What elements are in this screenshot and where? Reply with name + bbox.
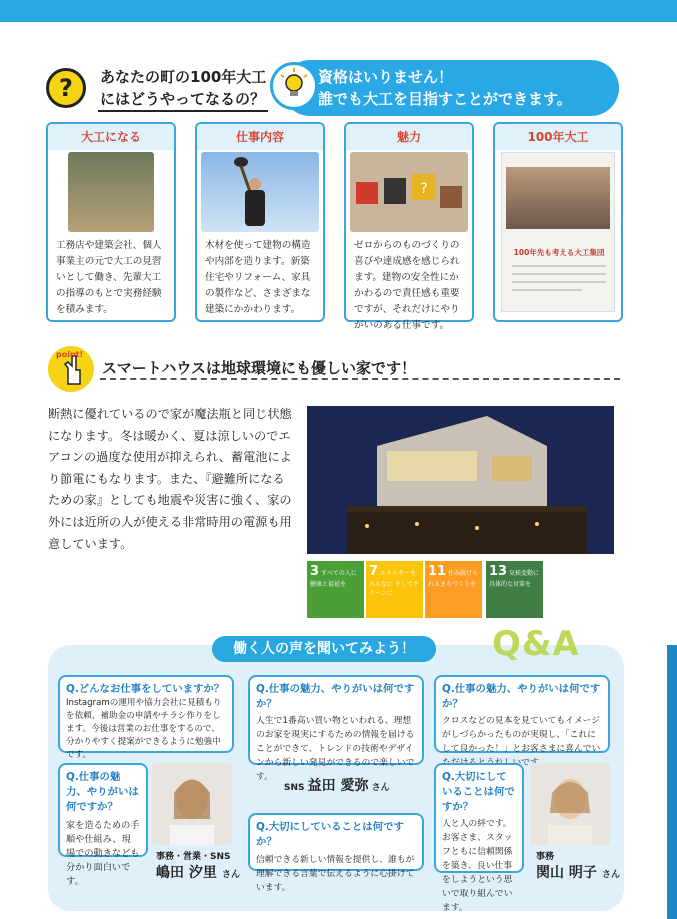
sdg-number: 11 xyxy=(428,564,447,579)
answer-text xyxy=(318,66,572,110)
card-100-year-carpenter xyxy=(493,122,623,322)
person1-question2-box xyxy=(58,763,148,887)
brochure-photo xyxy=(506,167,610,229)
brochure-line xyxy=(512,265,606,267)
brochure-title: 100年先も考える大工集団 xyxy=(513,248,605,257)
person3-answer1: クロスなどの見本を見ていてもイメージがしづらかったものが実現し、「これにして良かった！」とお客さまに喜んでい しいです。 xyxy=(442,716,601,768)
smart-house-description: 断熱に優れているので家が魔法瓶と同じ状態になります。冬は暖かく、夏は涼しいのでエアコンの過度な使用が抑えられ、蓄電池により節電にもなります。また、『避難所になるための家』としても地震や災害に強く、家の外には近所の人が使える非常時用の電源も用意しています。 xyxy=(48,407,292,551)
person1-photo xyxy=(152,763,232,845)
side-color-bar xyxy=(667,645,677,919)
point-title: スマートハウスは地球環境にも優しい家です！ xyxy=(102,359,416,377)
person2-question2: Q.大切にしていることは何ですか？ xyxy=(256,821,404,848)
person2-role: SNS xyxy=(284,783,305,793)
card-text: 工務店や建築会社、個人事業主の元で大工の見習いとして働き、先輩大工の指導のもとで実務経験を積みます。 xyxy=(56,240,162,315)
top-color-bar xyxy=(0,0,677,22)
person2-question1-box xyxy=(248,675,424,782)
sdg-13-icon xyxy=(486,561,543,618)
smart-house-photo xyxy=(307,406,614,554)
person3-question1: Q.仕事の魅力、やりがいは何ですか？ xyxy=(442,683,601,710)
card-become-carpenter xyxy=(46,122,176,322)
card-title: 魅力 xyxy=(346,124,472,150)
person2-question2-box xyxy=(248,813,424,893)
person2-name-block xyxy=(284,775,390,795)
svg-text:?: ? xyxy=(420,181,428,197)
person1-question1-box xyxy=(58,675,234,760)
person1-answer1: Instagramの運用や協力会社に見積もりを依頼、補助金の申請やチラシ作りをします。今後は営業のお仕事をするので、分かりやすく提案ができるように勉強中です。 xyxy=(66,698,222,760)
sdg-number: 7 xyxy=(369,564,379,579)
person1-name-block xyxy=(156,862,240,882)
person3-name: 関山 明子 xyxy=(536,865,597,881)
sdg-number: 13 xyxy=(489,564,508,579)
sdg-number: 3 xyxy=(310,564,320,579)
person3-question2: Q.大切にしていることは何ですか？ xyxy=(442,771,515,813)
person3-role: 事務 xyxy=(536,852,555,862)
card-appeal xyxy=(344,122,474,331)
brochure-line xyxy=(512,273,606,275)
carpenter-photo xyxy=(68,152,154,232)
card-title: 仕事内容 xyxy=(197,124,323,150)
person2-answer1: 人生で1番高い買い物といわれる、理想のお家を現実にするための情報を届けることができて、トレンドの技術やデザインから新しい発見ができるので楽しいです。 xyxy=(256,716,415,782)
person3-name-block xyxy=(536,862,620,882)
person3-suffix: さん xyxy=(601,870,620,880)
question-underline xyxy=(98,110,268,112)
question-line1: あなたの町の100年大工 xyxy=(100,68,267,86)
person2-question1: Q.仕事の魅力、やりがいは何ですか？ xyxy=(256,683,415,710)
person3-question1-box xyxy=(434,675,610,768)
page-question xyxy=(100,66,266,110)
sdg-label: 気候変動に具体的な対策を xyxy=(489,570,540,588)
person3-answer2: 人と人の絆です。お客さま、スタッフともに信頼関係を築き、良い仕事をしようという思いで取り組んでいます。 xyxy=(442,819,513,913)
brochure-line xyxy=(512,281,606,283)
person3-question2-box xyxy=(434,763,524,913)
sdg-3-icon xyxy=(307,561,364,618)
card-text: ゼロからのものづくりの喜びや達成感を感じられます。建物の安全性にかかわるので責任感も重要ですが、それだけにやりがいのある仕事です。 xyxy=(354,240,460,331)
person1-name: 嶋田 汐里 xyxy=(156,865,217,881)
sdg-label: すべての人に健康と福祉を xyxy=(310,570,357,588)
point-badge: point! xyxy=(56,350,84,359)
person1-suffix: さん xyxy=(221,870,240,880)
qa-logo: Q&A xyxy=(492,624,580,664)
sdg-11-icon xyxy=(425,561,482,618)
point-underline xyxy=(100,378,620,380)
sdg-label: エネルギーをみんなに そしてクリーンに xyxy=(369,570,419,597)
card-job-content xyxy=(195,122,325,322)
person1-question2: Q.仕事の魅力、やりがいは何ですか？ xyxy=(66,771,139,813)
sdg-label: 住み続けられるまちづくりを xyxy=(428,570,479,588)
question-line2: にはどうやってなるの？ xyxy=(100,90,266,108)
person2-name: 益田 愛弥 xyxy=(307,778,369,794)
card-title: 100年大工 xyxy=(495,124,621,150)
question-icon: ? xyxy=(46,68,86,108)
person1-answer2: 家を造るための手順や仕組み、現場での動きなども分かり面白いです。 xyxy=(66,820,140,887)
person1-question1: Q.どんなお仕事をしていますか？ xyxy=(66,683,225,695)
card-text: 木材を使って建物の構造や内部を造ります。新築住宅やリフォーム、家具の製作など、さまざまな建築にかかわります。 xyxy=(205,240,311,315)
company-brochure xyxy=(501,152,615,312)
wooden-toys-photo xyxy=(350,152,468,232)
answer-line2: 誰でも大工を目指すことができます。 xyxy=(318,90,572,108)
answer-line1: 資格はいりません！ xyxy=(318,68,454,86)
person1-role: 事務・営業・SNS xyxy=(156,852,231,862)
hammer-photo xyxy=(201,152,319,232)
qa-banner: 働く人の声を聞いてみよう！ xyxy=(212,636,436,662)
sdg-7-icon xyxy=(366,561,423,618)
person2-suffix: さん xyxy=(371,783,390,793)
person3-photo xyxy=(530,763,610,845)
card-title: 大工になる xyxy=(48,124,174,150)
lightbulb-icon xyxy=(270,62,318,110)
brochure-line xyxy=(512,289,582,291)
person2-answer2: 信頼できる新しい情報を提供し、誰もが理解できる言葉で伝えるように心掛けています。 xyxy=(256,855,415,893)
